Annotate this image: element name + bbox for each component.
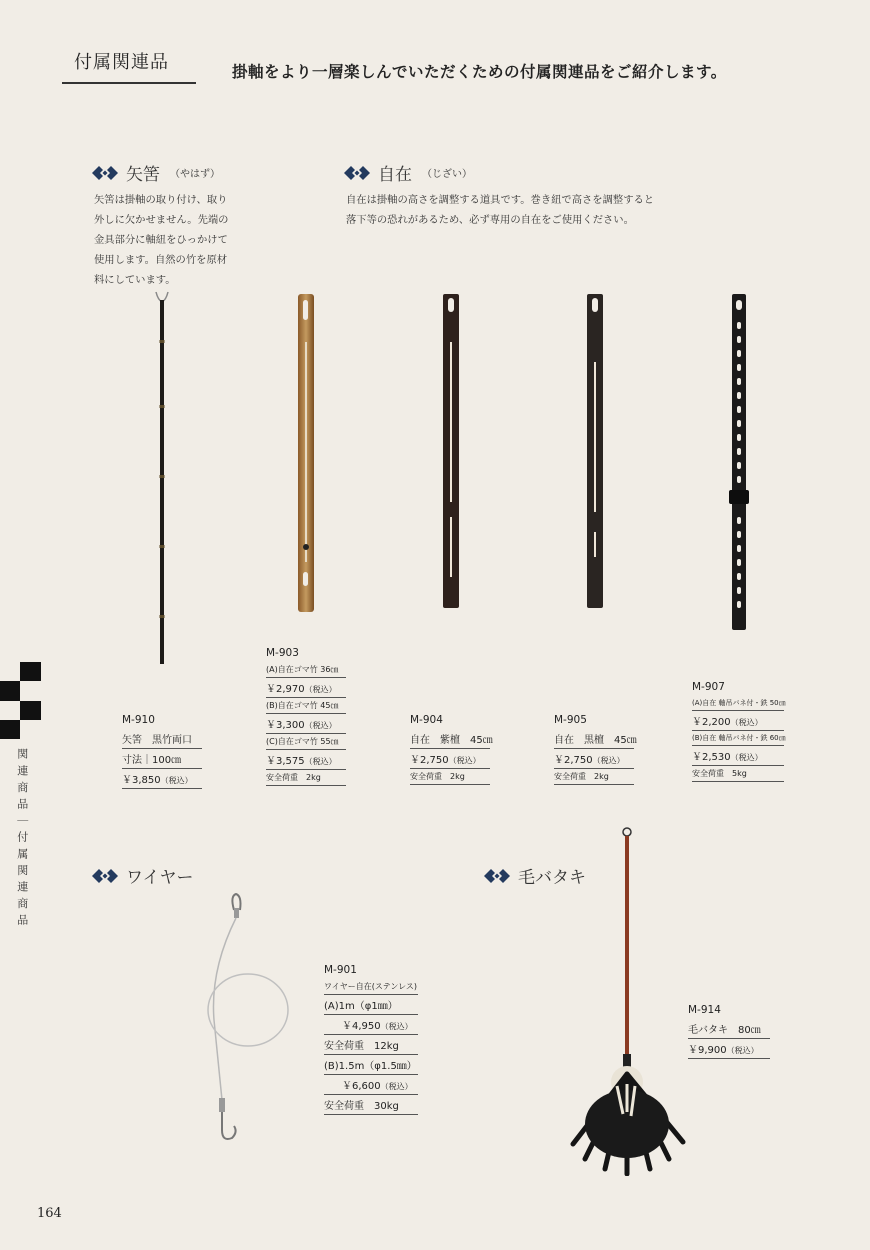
page-number: 164 <box>37 1206 62 1221</box>
jizai-description: 自在は掛軸の高さを調整する道具です。巻き紐で高さを調整すると 落下等の恐れがあるため、必ず専用の自在をご使用ください。 <box>346 194 655 226</box>
variant-b-price-row: ￥6,600（税込） <box>324 1075 418 1095</box>
page-subtitle: 掛軸をより一層楽しんでいただくための付属関連品をご紹介します。 <box>232 63 727 81</box>
variant-b-label: (B)自在 軸吊バネ付・鉄 60㎝ <box>692 731 784 746</box>
product-price: ￥2,750 <box>554 755 593 766</box>
product-name: 自在 紫檀 45㎝ <box>410 729 490 749</box>
variant-b-price: ￥6,600 <box>342 1081 381 1092</box>
header-title-box <box>62 42 196 84</box>
product-code: M-905 <box>554 714 587 726</box>
product-price-row: ￥2,750（税込） <box>554 749 634 769</box>
spec-m904 <box>410 714 493 785</box>
safe-load: 安全荷重 2kg <box>266 770 346 786</box>
jizai-reading: （じざい） <box>422 169 472 180</box>
variant-b-label: (B)自在ゴマ竹 45㎝ <box>266 698 346 714</box>
variant-a-price: ￥2,200 <box>692 717 731 728</box>
product-name: ワイヤー自在(ステンレス) <box>324 979 418 995</box>
product-code: M-907 <box>692 681 725 693</box>
jizai-iron-image <box>728 292 750 632</box>
product-code: M-914 <box>688 1004 721 1016</box>
variant-a-load: 安全荷重 12kg <box>324 1035 418 1055</box>
variant-a-label: (A)自在 軸吊バネ付・鉄 50㎝ <box>692 696 784 711</box>
safe-load: 安全荷重 2kg <box>410 769 490 785</box>
jizai-shitan-image <box>440 292 462 610</box>
page-title: 付属関連品 <box>74 52 169 73</box>
product-price: ￥3,850 <box>122 775 161 786</box>
spec-m914 <box>688 1004 770 1059</box>
spec-m901 <box>324 964 418 1115</box>
spec-m907 <box>692 681 784 782</box>
spec-m910 <box>122 714 202 789</box>
variant-a-label: (A)1m（φ1㎜） <box>324 995 418 1015</box>
variant-b-load: 安全荷重 30kg <box>324 1095 418 1115</box>
wire-product-image <box>200 890 300 1150</box>
diamond-icon <box>92 166 118 180</box>
variant-a-price-row: ￥2,200（税込） <box>692 711 784 731</box>
yahazu-reading: （やはず） <box>170 169 220 180</box>
diamond-icon <box>484 869 510 883</box>
product-size: 寸法｜100㎝ <box>122 749 202 769</box>
section-title-yahazu <box>92 160 220 185</box>
jizai-title: 自在 <box>378 165 412 185</box>
variant-c-price-row: ￥3,575（税込） <box>266 750 346 770</box>
jizai-bamboo-image <box>294 292 318 614</box>
variant-b-price-row: ￥3,300（税込） <box>266 714 346 734</box>
product-name: 自在 黒檀 45㎝ <box>554 729 634 749</box>
variant-c-price: ￥3,575 <box>266 756 305 767</box>
product-price-row: ￥2,750（税込） <box>410 749 490 769</box>
variant-c-label: (C)自在ゴマ竹 55㎝ <box>266 734 346 750</box>
diamond-icon <box>92 869 118 883</box>
yahazu-title: 矢筈 <box>126 165 160 185</box>
yahazu-product-image <box>150 290 174 666</box>
variant-b-price: ￥3,300 <box>266 720 305 731</box>
spec-m905 <box>554 714 637 785</box>
section-title-jizai <box>344 160 472 185</box>
tax-label: （税込） <box>160 776 193 785</box>
sidebar-vertical-text: 関連商品｜付属関連商品 <box>15 748 29 931</box>
yahazu-description: 矢筈は掛軸の取り付け、取り 外しに欠かせません。先端の 金具部分に軸紐をひっかけて 使用します。自然の竹を原材 料にしています。 <box>94 194 229 286</box>
product-price: ￥9,900 <box>688 1045 727 1056</box>
product-name: 毛バタキ 80㎝ <box>688 1019 770 1039</box>
product-name: 矢筈 黒竹両口 <box>122 729 202 749</box>
duster-product-image <box>565 824 695 1176</box>
safe-load: 安全荷重 5kg <box>692 766 784 782</box>
safe-load: 安全荷重 2kg <box>554 769 634 785</box>
variant-a-price-row: ￥4,950（税込） <box>324 1015 418 1035</box>
variant-a-price: ￥2,970 <box>266 684 305 695</box>
jizai-kokutan-image <box>584 292 606 610</box>
diamond-icon <box>344 166 370 180</box>
product-price-row: ￥9,900（税込） <box>688 1039 770 1059</box>
product-price: ￥2,750 <box>410 755 449 766</box>
product-code: M-903 <box>266 647 299 659</box>
spec-m903 <box>266 647 346 786</box>
variant-b-price: ￥2,530 <box>692 752 731 763</box>
wire-title: ワイヤー <box>126 868 194 888</box>
variant-b-price-row: ￥2,530（税込） <box>692 746 784 766</box>
variant-a-label: (A)自在ゴマ竹 36㎝ <box>266 662 346 678</box>
duster-title: 毛バタキ <box>518 868 586 888</box>
product-price-row <box>122 769 202 789</box>
variant-b-label: (B)1.5m（φ1.5㎜） <box>324 1055 418 1075</box>
checker-emblem-icon <box>0 662 42 740</box>
product-code: M-910 <box>122 714 155 726</box>
product-code: M-904 <box>410 714 443 726</box>
variant-a-price: ￥4,950 <box>342 1021 381 1032</box>
product-code: M-901 <box>324 964 357 976</box>
variant-a-price-row: ￥2,970（税込） <box>266 678 346 698</box>
section-title-wire <box>92 863 194 888</box>
